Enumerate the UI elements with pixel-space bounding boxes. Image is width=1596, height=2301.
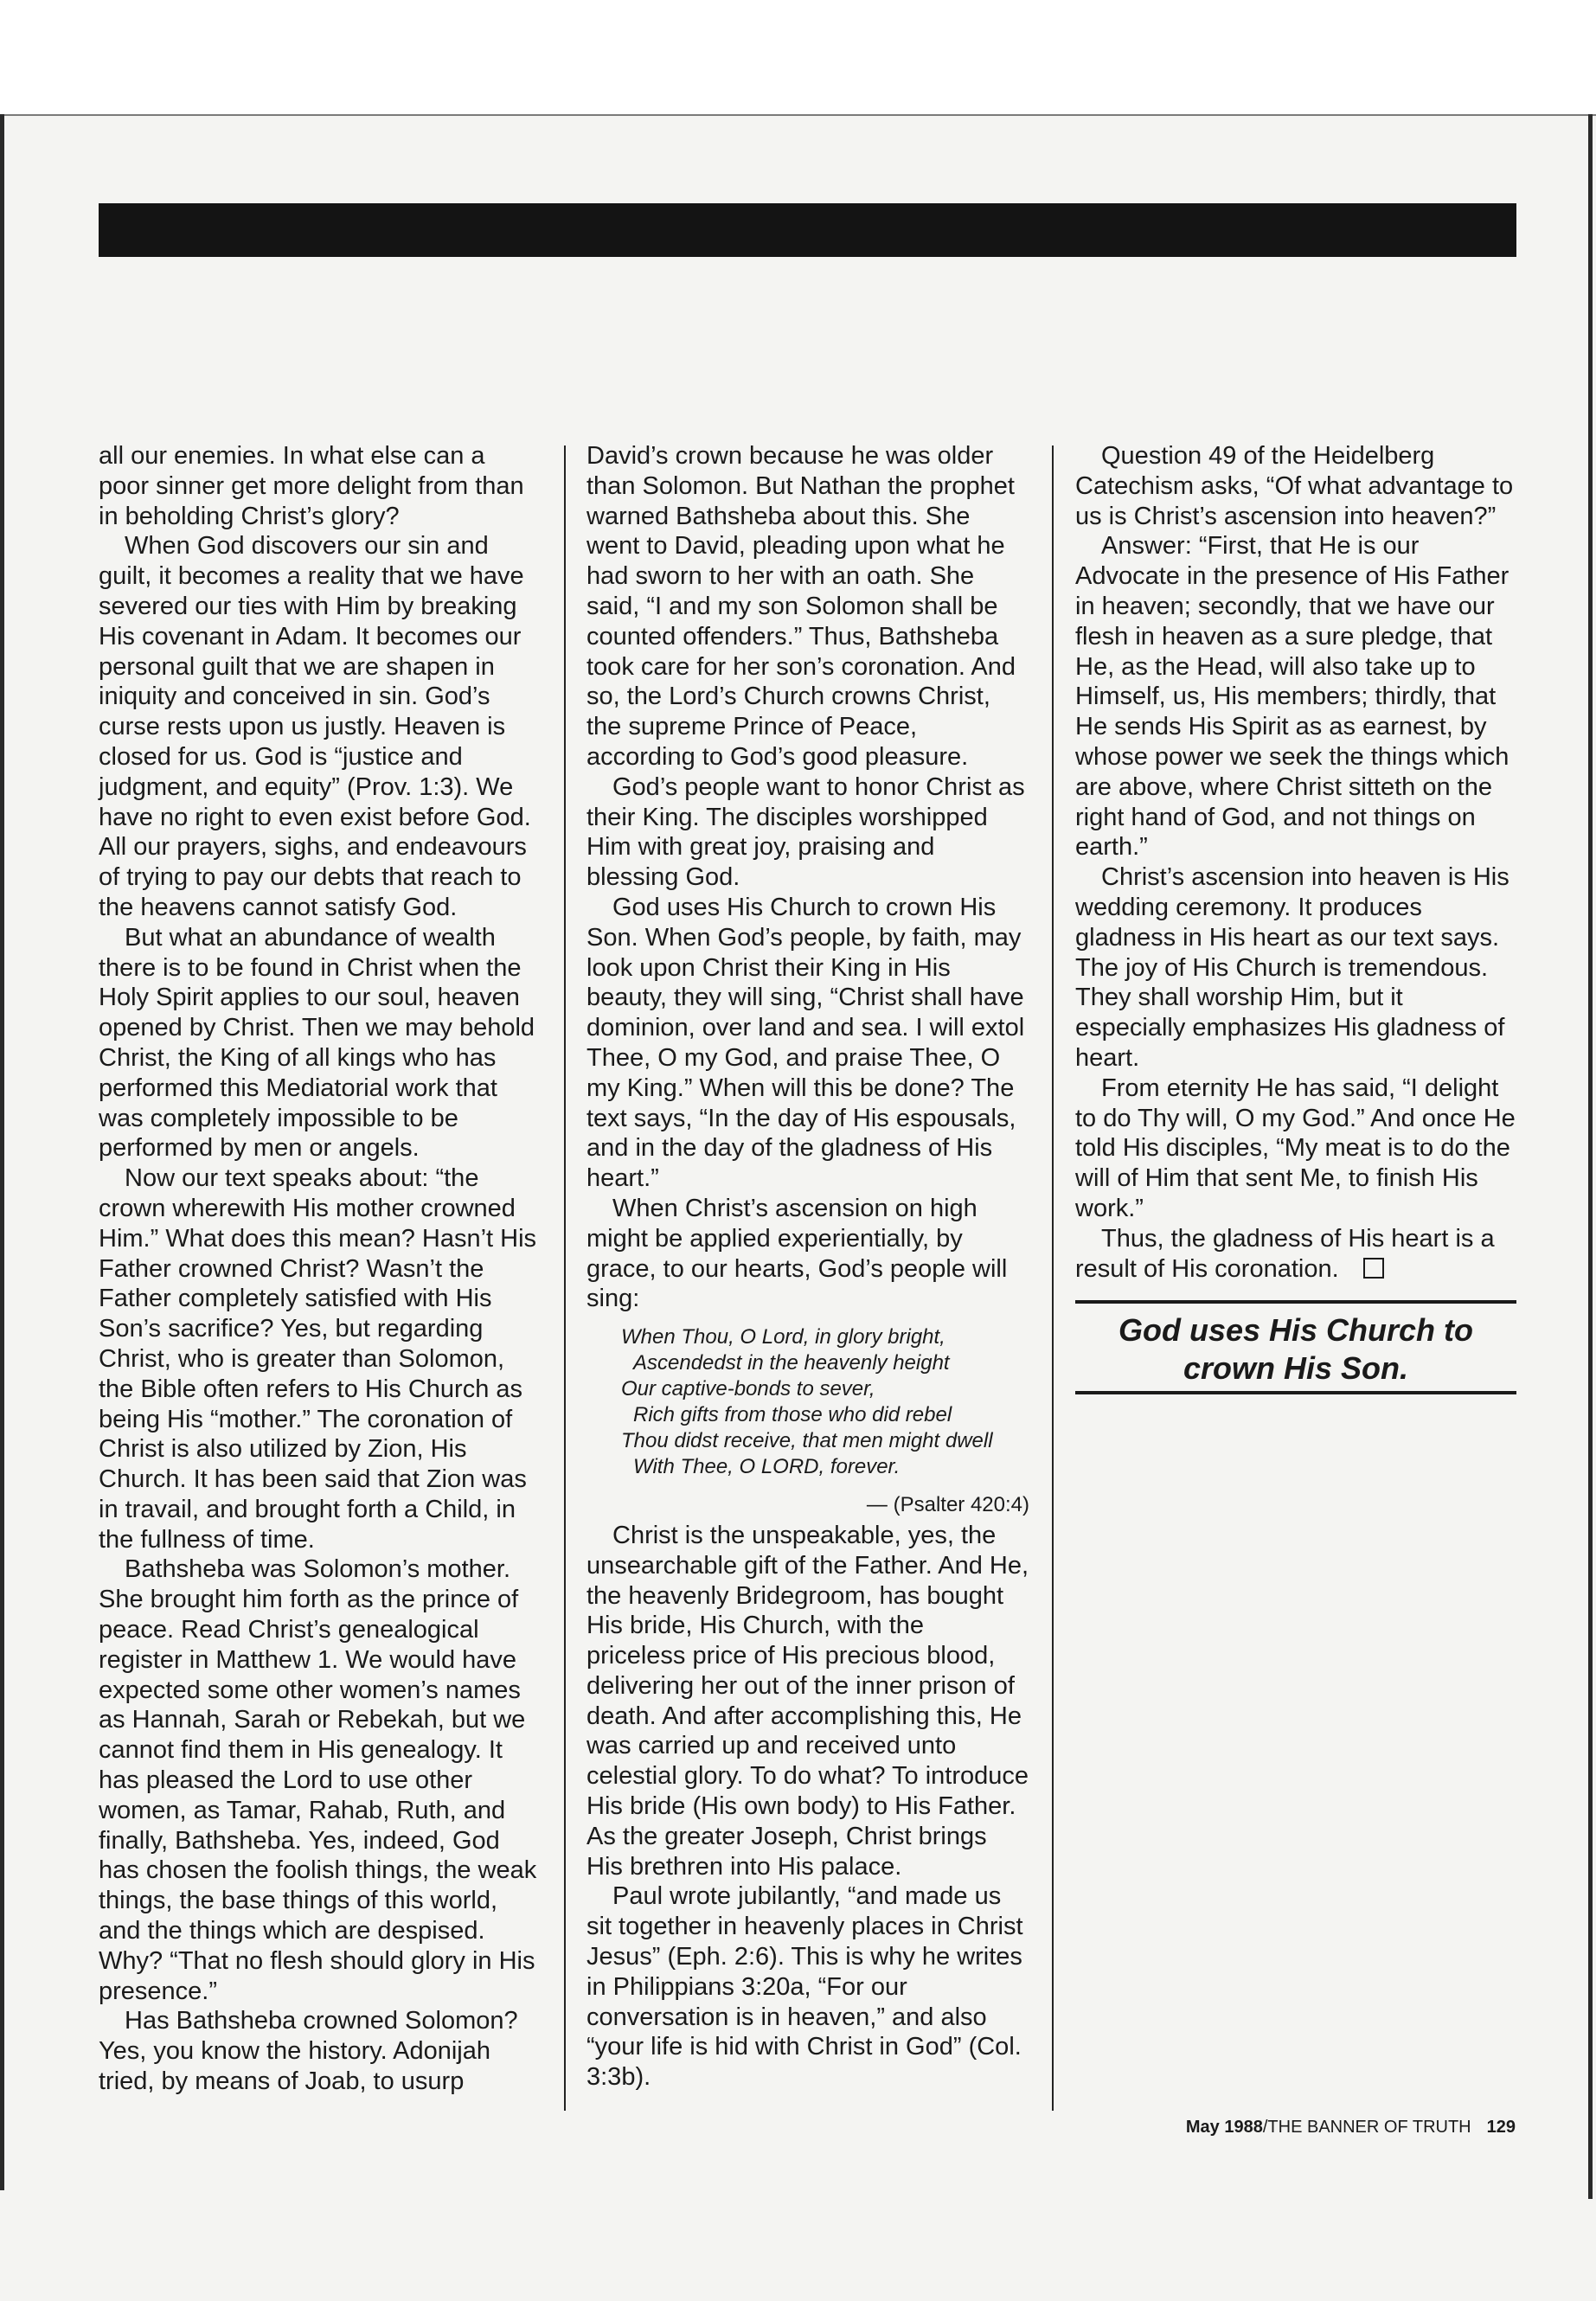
- page-left-edge: [0, 114, 4, 2190]
- footer-separator: /: [1262, 2118, 1268, 2137]
- psalter-verse: [621, 1324, 1029, 1480]
- paragraph: Now our text speaks about: “the crown wherewith His mother crowned Him.” What does this mean? Hasn’t His Father crowned Christ? Wasn’t the Father completely satisfied with His Son’s sacrifice? Yes, but regarding Christ, who is greater than Solomon, the Bible often refers to His Church as being His “mother.” The coronation of Christ is also utilized by Zion, His Church. It has been said that Zion was in travail, and brought forth a Child, in the fullness of time.: [99, 1164, 537, 1554]
- page-number: 129: [1486, 2118, 1516, 2137]
- column-rule: [564, 445, 566, 2111]
- verse-source: — (Psalter 420:4): [866, 1493, 1029, 1517]
- paragraph: Christ’s ascension into heaven is His wedding ceremony. It produces gladness in His heart as our text says. The joy of His Church is tremendous. They shall worship Him, but it especially emphasizes His gladness of heart.: [1075, 863, 1509, 1072]
- paragraph-text: Thus, the gladness of His heart is a result of His coronation.: [1075, 1224, 1495, 1283]
- paragraph: But what an abundance of wealth there is to be found in Christ when the Holy Spirit applies to our soul, heaven opened by Christ. Then we may behold Christ, the King of all kings who has performed this Mediatorial work that was completely impossible to be performed by men or angels.: [99, 923, 535, 1163]
- end-mark-icon: [1363, 1258, 1384, 1279]
- paragraph: Question 49 of the Heidelberg Catechism asks, “Of what advantage to us is Christ’s ascension into heaven?”: [1075, 442, 1514, 530]
- page-right-edge: [1588, 114, 1593, 2199]
- paragraph: When God discovers our sin and guilt, it becomes a reality that we have severed our ties with Him by breaking His covenant in Adam. It becomes our personal guilt that we are shapen in iniquity and conceived in sin. God’s curse rests upon us justly. Heaven is closed for us. God is “justice and judgment, and equity” (Prov. 1:3). We have no right to even exist before God. All our prayers, sighs, and endeavours of trying to pay our debts that reach to the heavens cannot satisfy God.: [99, 532, 531, 921]
- paragraph: From eternity He has said, “I delight to do Thy will, O my God.” And once He told His disciples, “My meat is to do the will of Him that sent Me, to finish His work.”: [1075, 1074, 1516, 1222]
- verse-line: Our captive-bonds to sever,: [621, 1377, 875, 1401]
- verse-line: Rich gifts from those who did rebel: [633, 1403, 952, 1427]
- page-top-edge: [0, 114, 1596, 116]
- pull-quote: God uses His Church to crown His Son.: [1118, 1312, 1474, 1386]
- column-1: [99, 441, 542, 2097]
- paragraph: David’s crown because he was older than Solomon. But Nathan the prophet warned Bathsheba about this. She went to David, pleading upon what he had sworn to her with an oath. She said, “I and my son Solomon shall be counted offenders.” Thus, Bathsheba took care for her son’s coronation. And so, the Lord’s Church crowns Christ, the supreme Prince of Peace, according to God’s good pleasure.: [586, 442, 1016, 771]
- verse-line: Thou didst receive, that men might dwell: [621, 1429, 993, 1453]
- footer-publication: THE BANNER OF TRUTH: [1267, 2118, 1471, 2137]
- pull-quote-top-rule: [1075, 1300, 1516, 1304]
- page-top-margin: [0, 0, 1596, 114]
- paragraph: Christ is the unspeakable, yes, the unsearchable gift of the Father. And He, the heavenly Bridegroom, has bought His bride, His Church, with the priceless price of His precious blood, delivering her out of the inner prison of death. And after accomplishing this, He was carried up and received unto celestial glory. To do what? To introduce His bride (His own body) to His Father. As the greater Joseph, Christ brings His brethren into His palace.: [586, 1521, 1029, 1881]
- verse-line: When Thou, O Lord, in glory bright,: [621, 1325, 945, 1349]
- paragraph: When Christ’s ascension on high might be applied experientially, by grace, to our hearts, God’s people will sing:: [586, 1194, 1008, 1313]
- paragraph: all our enemies. In what else can a poor sinner get more delight from than in beholding Christ’s glory?: [99, 442, 524, 530]
- verse-line: Ascendedst in the heavenly height: [633, 1351, 950, 1375]
- header-bar: [99, 203, 1516, 257]
- column-2: [586, 441, 1029, 2093]
- column-3: [1075, 441, 1516, 1284]
- paragraph: God’s people want to honor Christ as their King. The disciples worshipped Him with great joy, praising and blessing God.: [586, 772, 1025, 892]
- column-rule: [1052, 445, 1054, 2111]
- paragraph: Has Bathsheba crowned Solomon? Yes, you know the history. Adonijah tried, by means of Joab, to usurp: [99, 2007, 518, 2096]
- pull-quote-bottom-rule: [1075, 1391, 1516, 1394]
- paragraph-last: [1075, 1224, 1516, 1285]
- footer-date: May 1988: [1185, 2118, 1263, 2137]
- paragraph: Answer: “First, that He is our Advocate in the presence of His Father in heaven; secondly, that we have our flesh in heaven as a sure pledge, that He, as the Head, will also take up to Himself, us, His members; thirdly, that He sends His Spirit as as earnest, by whose power we seek the things which are above, where Christ sitteth on the right hand of God, and not things on earth.”: [1075, 532, 1509, 862]
- paragraph: Bathsheba was Solomon’s mother. She brought him forth as the prince of peace. Read Christ’s genealogical register in Matthew 1. We would have expected some other women’s names as Hannah, Sarah or Rebekah, but we cannot find them in His genealogy. It has pleased the Lord to use other women, as Tamar, Rahab, Ruth, and finally, Bathsheba. Yes, indeed, God has chosen the foolish things, the weak things, the base things of this world, and the things which are despised. Why? “That no flesh should glory in His presence.”: [99, 1555, 537, 2005]
- page-footer: [952, 2118, 1516, 2138]
- paragraph: Paul wrote jubilantly, “and made us sit together in heavenly places in Christ Jesus” (Eph. 2:6). This is why he writes in Philippians 3:20a, “For our conversation is in heaven,” and also “your life is hid with Christ in God” (Col. 3:3b).: [586, 1882, 1023, 2092]
- verse-line: With Thee, O LORD, forever.: [633, 1455, 901, 1479]
- paragraph: God uses His Church to crown His Son. When God’s people, by faith, may look upon Christ their King in His beauty, they will sing, “Christ shall have dominion, over land and sea. I will extol Thee, O my God, and praise Thee, O my King.” When will this be done? The text says, “In the day of His espousals, and in the day of the gladness of His heart.”: [586, 893, 1025, 1193]
